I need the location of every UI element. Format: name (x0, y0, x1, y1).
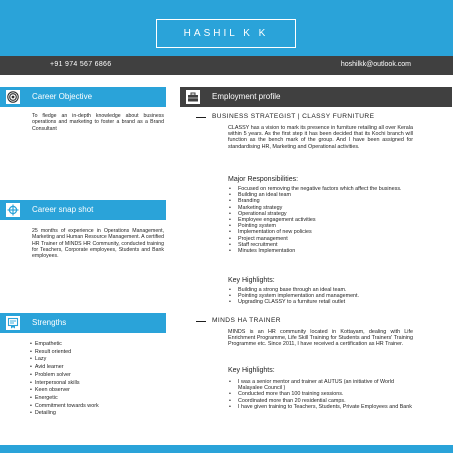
job-dash (196, 117, 206, 118)
list-item: • Building a strong base through an ideal team. (228, 287, 418, 293)
strengths-list (30, 341, 99, 418)
highlights-label: Key Highlights: (228, 367, 275, 374)
list-item: • Detailing (30, 410, 99, 418)
list-item: • Interpersonal skills (30, 380, 99, 388)
responsibilities-list (228, 186, 418, 254)
list-item: • Employee engagement activities (228, 217, 418, 223)
list-item: • Avid learner (30, 364, 99, 372)
list-item: • Upgrading CLASSY to a furniture retail outlet (228, 299, 418, 305)
crosshair-icon (6, 203, 20, 217)
list-item: • Building an ideal team (228, 192, 418, 198)
job-title: BUSINESS STRATEGIST | CLASSY FURNITURE (212, 113, 375, 120)
list-item: • Project management (228, 236, 418, 242)
list-item: • Empathetic (30, 341, 99, 349)
list-item: • Conducted more than 100 training sessions. (228, 391, 418, 397)
briefcase-icon (186, 90, 200, 104)
list-item: • Pointing system (228, 223, 418, 229)
list-item: • Lazy (30, 356, 99, 364)
list-item: • Operational strategy (228, 211, 418, 217)
job-description: MINDS is an HR community located in Kottayam, dealing with Life Enrichment Programme, Life Skill Training for Students and Trainers' Training Programme etc. Since 2011, I have received a certification as HR Trainer. (228, 329, 413, 348)
highlights-label: Key Highlights: (228, 277, 275, 284)
job-title: MINDS HA TRAINER (212, 317, 281, 324)
email-address: hoshilkk@outlook.com (340, 61, 411, 68)
list-item: • I was a senior mentor and trainer at AUTUS (an initiative of World Malayalee Council ) (228, 379, 418, 391)
employment-profile-header (180, 87, 452, 107)
career-snapshot-text: 25 months of experience in Operations Management, Marketing and Human Resource Management. A certified HR Trainer of MINDS HR Community, conducted training for Teachers, Corporate employees, Students and Bank employees. (32, 228, 164, 260)
highlights-list (228, 379, 418, 410)
list-item: • Branding (228, 198, 418, 204)
candidate-name: HASHIL K K (156, 19, 296, 48)
job-dash (196, 321, 206, 322)
contact-bar (0, 56, 453, 75)
list-item: • I have given training to Teachers, Students, Private Employees and Bank (228, 404, 418, 410)
strengths-header (0, 313, 166, 333)
list-item: • Result oriented (30, 349, 99, 357)
list-item: • Marketing strategy (228, 205, 418, 211)
career-objective-header (0, 87, 166, 107)
certificate-icon (6, 316, 20, 330)
list-item: • Coordinated more than 20 residential camps. (228, 398, 418, 404)
section-title: Employment profile (212, 92, 281, 101)
section-title: Career Objective (32, 92, 93, 101)
list-item: • Staff recruitment (228, 242, 418, 248)
list-item: • Keen observer (30, 387, 99, 395)
header-band (0, 0, 453, 56)
career-snapshot-header (0, 200, 166, 220)
list-item: • Focused on removing the negative factors which affect the business. (228, 186, 418, 192)
responsibilities-label: Major Responsibilities: (228, 176, 299, 183)
list-item: • Problem solver (30, 372, 99, 380)
list-item: • Energetic (30, 395, 99, 403)
phone-number: +91 974 567 6866 (50, 61, 112, 68)
list-item: • Minutes Implementation (228, 248, 418, 254)
job-description: CLASSY has a vision to mark its presence in furniture retailing all over Kerala within 5 years. As the first step it has been decided that its Kochi branch will function as the bench mark of the group. And I have been assigned for standardising HR, Marketing and Operational activities. (228, 125, 413, 150)
list-item: • Commitment towards work (30, 403, 99, 411)
list-item: • Pointing system implementation and management. (228, 293, 418, 299)
target-icon (6, 90, 20, 104)
footer-band (0, 445, 453, 453)
highlights-list (228, 287, 418, 306)
section-title: Career snap shot (32, 205, 94, 214)
career-objective-text: To fledge an in-depth knowledge about business operations and marketing to foster a brand as a Brand Consultant (32, 113, 164, 132)
list-item: • Implementation of new policies (228, 229, 418, 235)
section-title: Strengths (32, 318, 67, 327)
